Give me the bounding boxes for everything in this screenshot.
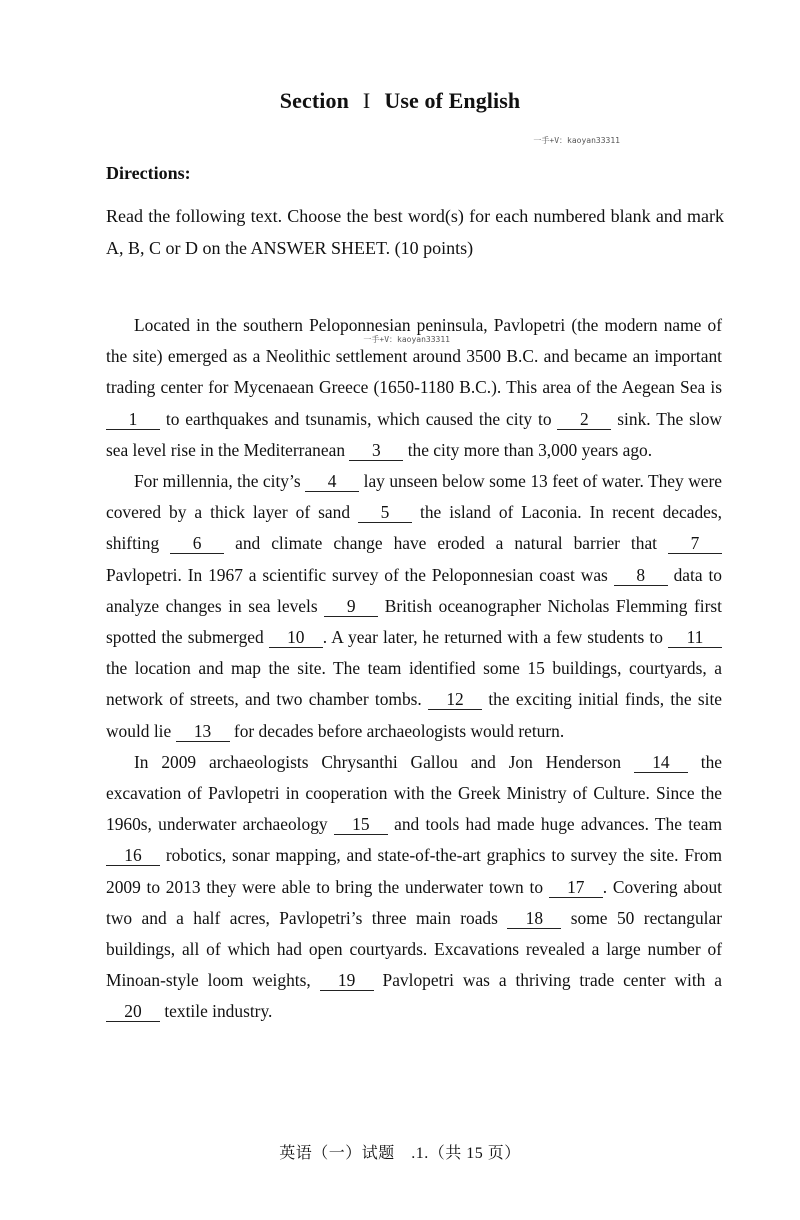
blank-15: 15 (334, 814, 388, 835)
section-label: Section (279, 88, 349, 113)
page-footer: 英语（一）试题 .1.（共 15 页） (279, 1145, 521, 1162)
section-number: I (362, 88, 371, 113)
blank-7: 7 (668, 533, 722, 554)
directions-heading: Directions: (106, 163, 191, 183)
blank-20: 20 (106, 1001, 160, 1022)
blank-9: 9 (324, 596, 378, 617)
blank-4: 4 (305, 471, 359, 492)
paragraph-2: For millennia, the city’s 4 lay unseen below some 13 feet of water. They were covered by a thick layer of sand 5 the island of Laconia. In recent decades, shifting 6 and climate change have eroded a natural barrier that 7 Pavlopetri. In 1967 a scientific survey of the Peloponnesian coast was 8 data to analyze changes in sea levels 9 British oceanographer Nicholas Flemming first spotted the submerged 10 . A year later, he returned with a few students to 11 the location and map the site. The team identified some 15 buildings, courtyards, a network of streets, and two chamber tombs. 12 the exciting initial finds, the site would lie 13 for decades before archaeologists would return. (106, 471, 723, 741)
blank-19: 19 (320, 970, 374, 991)
watermark-inline: 一手+V：kaoyan33311 (363, 335, 450, 344)
blank-3: 3 (349, 440, 403, 461)
section-title (0, 88, 800, 114)
blank-13: 13 (176, 721, 230, 742)
directions-text: Read the following text. Choose the best word(s) for each numbered blank and mark A, B, C or D on the ANSWER SHEET. (10 points) (106, 206, 724, 258)
blank-8: 8 (614, 565, 668, 586)
blank-18: 18 (507, 908, 561, 929)
blank-5: 5 (358, 502, 412, 523)
watermark: 一手+V：kaoyan33311 (533, 136, 620, 145)
section-heading: Use of English (384, 88, 521, 113)
blank-14: 14 (634, 752, 688, 773)
blank-10: 10 (269, 627, 323, 648)
blank-2: 2 (557, 409, 611, 430)
paragraph-3: In 2009 archaeologists Chrysanthi Gallou and Jon Henderson 14 the excavation of Pavlopetri in cooperation with the Greek Ministry of Culture. Since the 1960s, underwater archaeology 15 and tools had made huge advances. The team 16 robotics, sonar mapping, and state-of-the-art graphics to survey the site. From 2009 to 2013 they were able to bring the underwater town to 17 . Covering about two and a half acres, Pavlopetri’s three main roads 18 some 50 rectangular buildings, all of which had open courtyards. Excavations revealed a large number of Minoan-style loom weights, 19 Pavlopetri was a thriving trade center with a 20 textile industry. (106, 751, 723, 1022)
paragraph-1: Located in the southern Peloponnesian peninsula, Pavlopetri (the modern name of the site) emerged as a Neolithic settlement around 3500 B.C. and became an important trading center for Mycenaean Greece (1650-1180 B.C.). This area of the Aegean Sea is 1 to earthquakes and tsunamis, which caused the city to 2 sink. The slow sea level rise in the Mediterranean 3 the city more than 3,000 years ago. (106, 315, 722, 460)
blank-6: 6 (170, 533, 224, 554)
passage (106, 310, 722, 1028)
blank-11: 11 (668, 627, 722, 648)
blank-1: 1 (106, 409, 160, 430)
blank-12: 12 (428, 689, 482, 710)
blank-17: 17 (549, 877, 603, 898)
blank-16: 16 (106, 845, 160, 866)
